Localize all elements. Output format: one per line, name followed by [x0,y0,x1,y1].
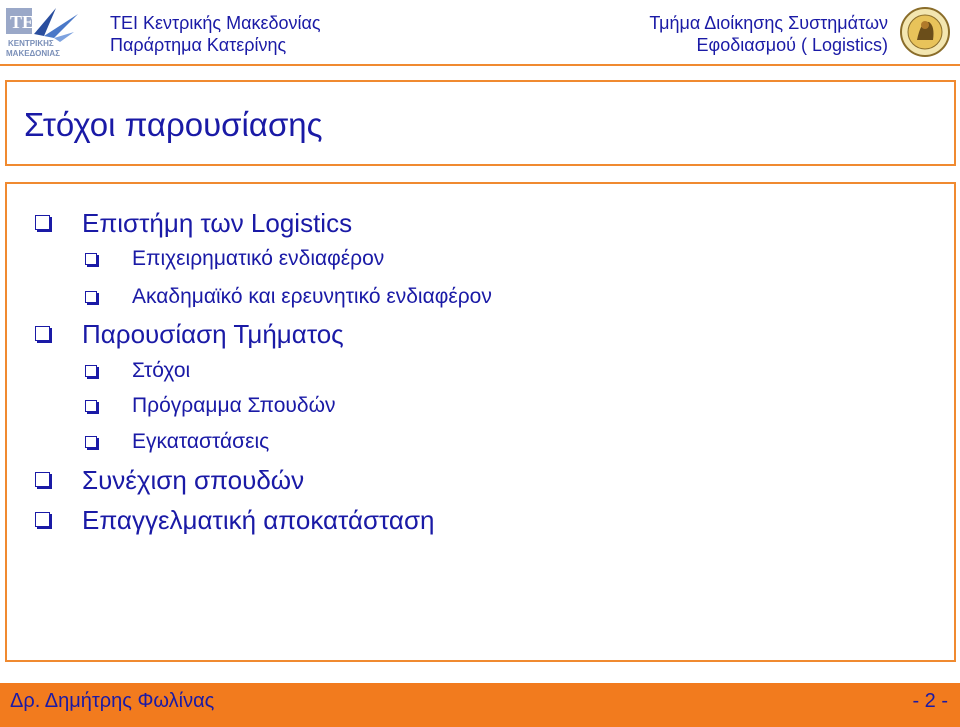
checkbox-bullet-icon [85,365,97,377]
tei-logo-icon [4,4,82,60]
department-seal-icon [895,6,955,58]
checkbox-bullet-icon [85,400,97,412]
header-department-line2: Εφοδιασμού ( Logistics) [696,35,888,55]
header-institution-name: ΤΕΙ Κεντρικής Μακεδονίας [110,13,321,33]
footer-page-number: - 2 - [912,690,948,712]
checkbox-bullet-icon [85,436,97,448]
checkbox-bullet-icon [35,326,50,341]
footer-author: Δρ. Δημήτρης Φωλίνας [10,690,215,712]
header-branch-name: Παράρτημα Κατερίνης [110,35,287,55]
slide-header [0,0,960,66]
checkbox-bullet-icon [35,215,50,230]
checkbox-bullet-icon [35,512,50,527]
slide-title: Στόχοι παρουσίασης [24,106,323,143]
header-department [649,12,888,56]
slide-title-box [5,80,956,166]
checkbox-bullet-icon [85,291,97,303]
svg-text:ΚΕΝΤΡΙΚΗΣ: ΚΕΝΤΡΙΚΗΣ [8,39,54,48]
svg-text:TE: TE [10,12,35,32]
slide-content-box: Επιστήμη των Logistics Επιχειρηματικό ενδιαφέρον Ακαδημαϊκό και ερευνητικό ενδιαφέρον Παρουσίαση Τμήματος Στόχοι Πρόγραμμα Σπουδών Εγκαταστάσεις Συνέχιση σπουδών Επαγγελματική αποκατάσταση [5,182,956,662]
checkbox-bullet-icon [85,253,97,265]
svg-text:ΜΑΚΕΔΟΝΙΑΣ: ΜΑΚΕΔΟΝΙΑΣ [6,49,60,58]
checkbox-bullet-icon [35,472,50,487]
header-department-line1: Τμήμα Διοίκησης Συστημάτων [649,13,888,33]
header-institution [110,12,321,56]
slide-footer [0,683,960,727]
